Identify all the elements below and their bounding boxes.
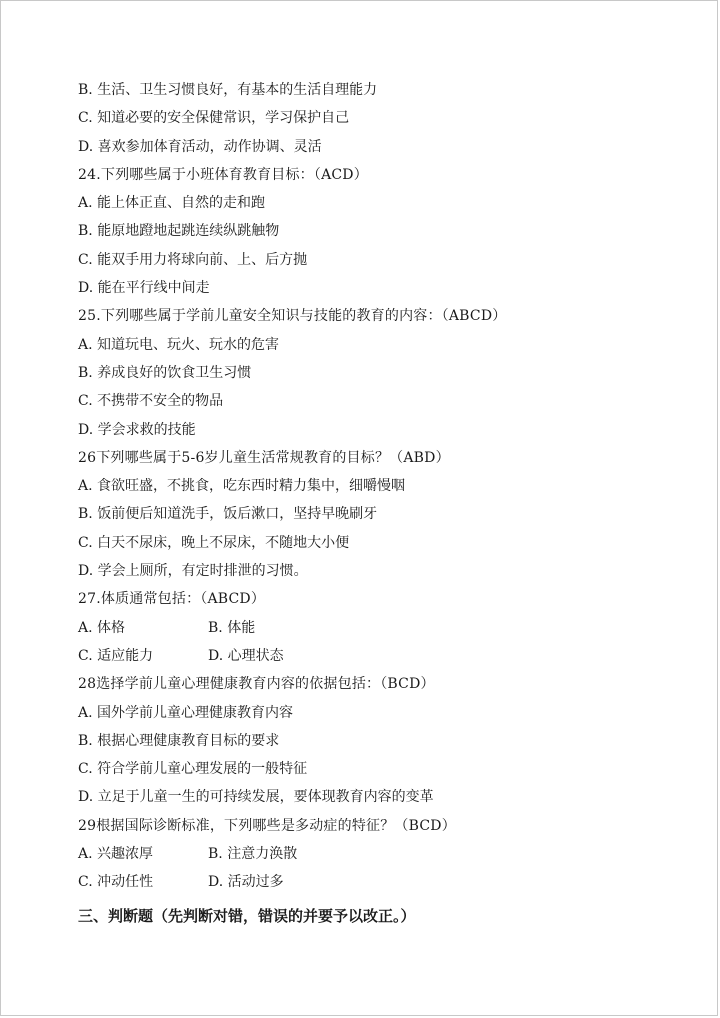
question-line: 29根据国际诊断标准，下列哪些是多动症的特征？（BCD） [78,817,456,834]
option-line: B. 生活、卫生习惯良好，有基本的生活自理能力 [78,82,378,98]
option-line: A. 食欲旺盛，不挑食，吃东西时精力集中，细嚼慢咽 [78,478,406,495]
option-pair-line [78,870,688,898]
option-line: A. 国外学前儿童心理健康教育内容 [78,704,294,721]
option-cell: B. 体能 [208,619,256,636]
option-line: A. 知道玩电、玩火、玩水的危害 [78,336,280,353]
option-line: A. 能上体正直、自然的走和跑 [78,195,266,212]
option-line: D. 能在平行线中间走 [78,280,210,297]
option-cell: A. 体格 [78,619,126,636]
option-pair-line [78,842,688,870]
option-line: B. 能原地蹬地起跳连续纵跳触物 [78,223,280,240]
option-line: C. 符合学前儿童心理发展的一般特征 [78,761,308,778]
option-cell: D. 心理状态 [208,647,284,664]
option-pair-line [78,644,688,672]
option-line: C. 不携带不安全的物品 [78,393,224,410]
option-line: C. 白天不尿床，晚上不尿床，不随地大小便 [78,534,350,551]
option-line: B. 饭前便后知道洗手，饭后漱口，坚持早晚刷牙 [78,506,378,523]
question-line: 24.下列哪些属于小班体育教育目标：（ACD） [78,166,368,183]
option-pair-line [78,616,688,644]
option-line: D. 立足于儿童一生的可持续发展，要体现教育内容的变革 [78,789,434,806]
option-cell: B. 注意力涣散 [208,846,298,863]
option-cell: D. 活动过多 [208,874,284,891]
option-cell: C. 冲动任性 [78,874,154,891]
section-heading: 三、判断题（先判断对错，错误的并要予以改正。） [78,906,416,925]
page-content [78,78,688,931]
option-cell: C. 适应能力 [78,647,154,664]
option-line: D. 学会求救的技能 [78,421,196,438]
option-line: D. 喜欢参加体育活动，动作协调、灵活 [78,138,322,155]
option-line: B. 养成良好的饮食卫生习惯 [78,364,252,381]
question-line: 26下列哪些属于5-6岁儿童生活常规教育的目标？（ABD） [78,449,450,466]
option-line: C. 能双手用力将球向前、上、后方抛 [78,251,308,268]
question-line: 25.下列哪些属于学前儿童安全知识与技能的教育的内容：（ABCD） [78,308,507,325]
option-line: D. 学会上厕所，有定时排泄的习惯。 [78,563,308,580]
question-line: 28选择学前儿童心理健康教育内容的依据包括：（BCD） [78,676,435,693]
option-line: C. 知道必要的安全保健常识，学习保护自己 [78,110,350,127]
option-cell: A. 兴趣浓厚 [78,846,154,863]
option-line: B. 根据心理健康教育目标的要求 [78,732,280,749]
question-line: 27.体质通常包括：（ABCD） [78,591,266,608]
